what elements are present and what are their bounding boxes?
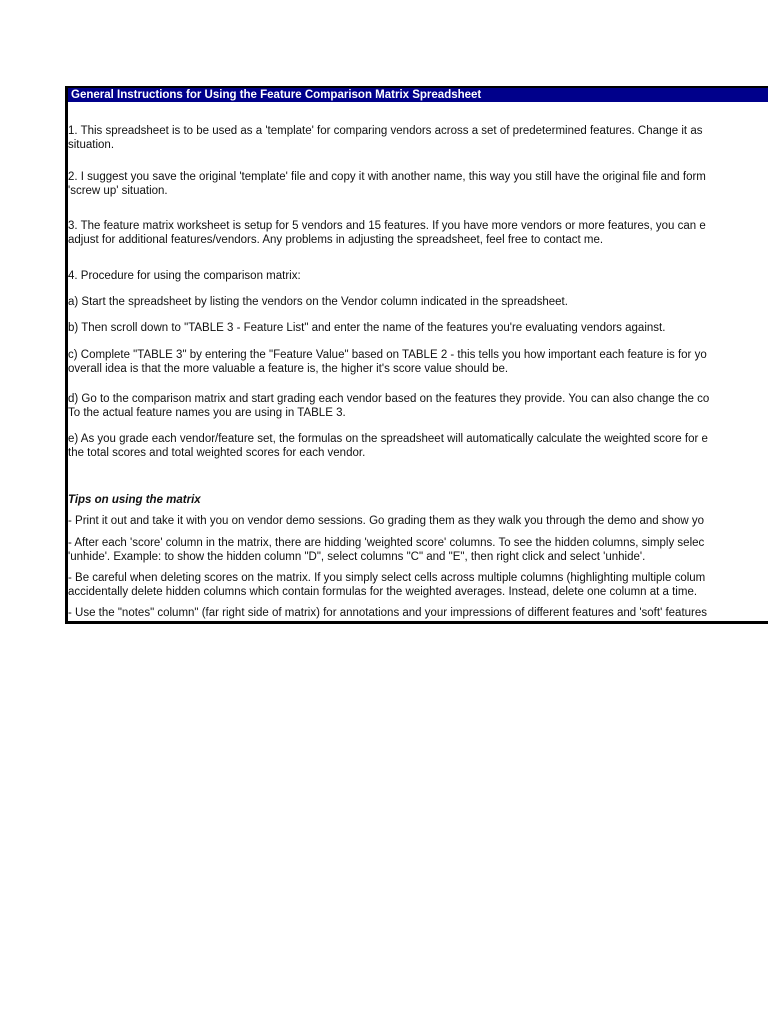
tip-2-line-2: 'unhide'. Example: to show the hidden column "D", select columns "C" and "E", then right click and select 'unhide'. bbox=[68, 551, 646, 563]
instructions-sheet bbox=[65, 86, 768, 624]
step-c-line-2: overall idea is that the more valuable a feature is, the higher it's score value should be. bbox=[68, 363, 509, 375]
instructions-title: General Instructions for Using the Feature Comparison Matrix Spreadsheet bbox=[68, 88, 768, 102]
tip-4-line-1: - Use the "notes" column" (far right side of matrix) for annotations and your impressions of different features and 'soft' features bbox=[68, 607, 708, 619]
tips-heading: Tips on using the matrix bbox=[68, 494, 201, 506]
instruction-2-line-1: 2. I suggest you save the original 'template' file and copy it with another name, this way you still have the original file and form bbox=[68, 171, 706, 183]
instruction-2-line-2: 'screw up' situation. bbox=[68, 185, 168, 197]
step-c-line-1: c) Complete "TABLE 3" by entering the "Feature Value" based on TABLE 2 - this tells you how important each feature is for yo bbox=[68, 349, 707, 361]
tip-2-line-1: - After each 'score' column in the matrix, there are hidding 'weighted score' columns. To see the hidden columns, simply selec bbox=[68, 537, 705, 549]
tip-1-line-1: - Print it out and take it with you on vendor demo sessions. Go grading them as they walk you through the demo and show yo bbox=[68, 515, 705, 527]
step-d-line-2: To the actual feature names you are using in TABLE 3. bbox=[68, 407, 346, 419]
step-e-line-1: e) As you grade each vendor/feature set, the formulas on the spreadsheet will automatically calculate the weighted score for e bbox=[68, 433, 708, 445]
instruction-3-line-1: 3. The feature matrix worksheet is setup for 5 vendors and 15 features. If you have more vendors or more features, you can e bbox=[68, 220, 706, 232]
instruction-3-line-2: adjust for additional features/vendors. Any problems in adjusting the spreadsheet, feel free to contact me. bbox=[68, 234, 604, 246]
instruction-4-line-1: 4. Procedure for using the comparison matrix: bbox=[68, 270, 301, 282]
step-a-line-1: a) Start the spreadsheet by listing the vendors on the Vendor column indicated in the spreadsheet. bbox=[68, 296, 568, 308]
tip-3-line-2: accidentally delete hidden columns which contain formulas for the weighted averages. Instead, delete one column at a time. bbox=[68, 586, 698, 598]
step-b-line-1: b) Then scroll down to "TABLE 3 - Feature List" and enter the name of the features you're evaluating vendors against. bbox=[68, 322, 666, 334]
step-d-line-1: d) Go to the comparison matrix and start grading each vendor based on the features they provide. You can also change the co bbox=[68, 393, 710, 405]
step-e-line-2: the total scores and total weighted scores for each vendor. bbox=[68, 447, 366, 459]
instruction-1-line-1: 1. This spreadsheet is to be used as a 'template' for comparing vendors across a set of predetermined features. Change it as bbox=[68, 125, 703, 137]
tip-3-line-1: - Be careful when deleting scores on the matrix. If you simply select cells across multiple columns (highlighting multiple colum bbox=[68, 572, 706, 584]
instruction-1-line-2: situation. bbox=[68, 139, 115, 151]
